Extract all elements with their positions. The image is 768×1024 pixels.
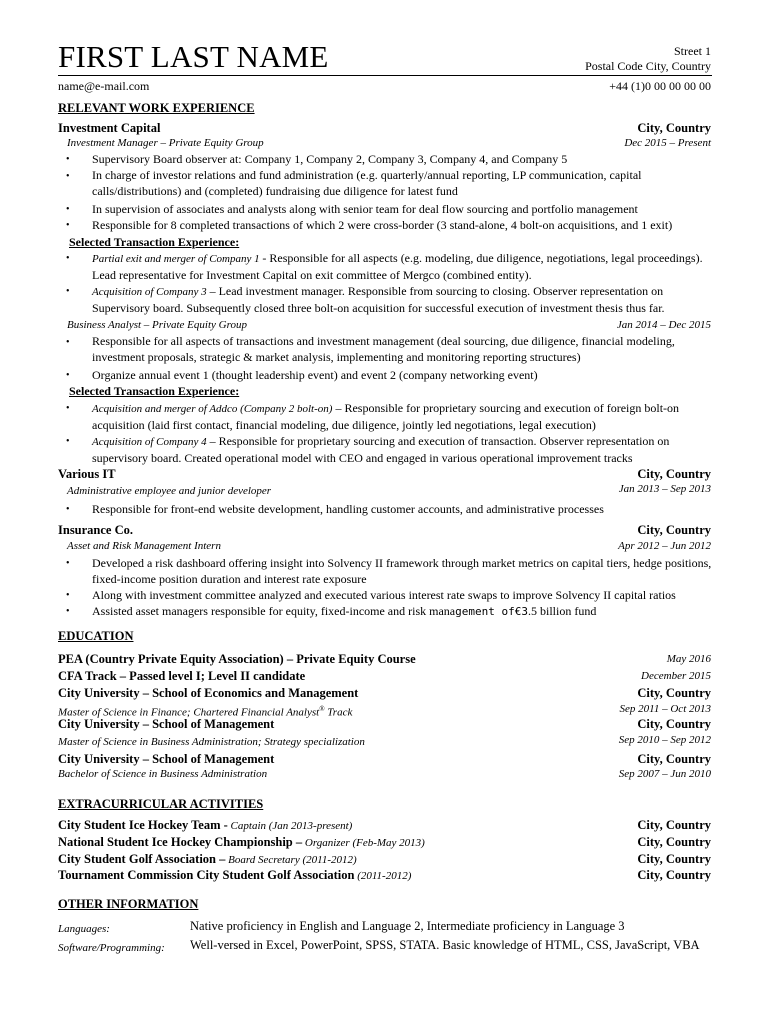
list-item: Responsible for all aspects of transactions and investment management (deal sourcing, due diligence, financial modeling, investment proposals, strategic & market analysis, implementing and monitoring reporting structures) xyxy=(92,334,675,365)
bullet-marker: • xyxy=(66,403,70,414)
deal-description: - Responsible for all aspects (e.g. modeling, due diligence, negotiations, legal proceedings). Lead representative for Investment Capital on exit committee of Mergco (combined entity). xyxy=(92,251,703,283)
degree-dates: Sep 2011 – Oct 2013 xyxy=(619,703,711,715)
school-location: City, Country xyxy=(637,717,711,731)
education-date: May 2016 xyxy=(666,653,711,665)
company-location: City, Country xyxy=(637,467,711,481)
bullet-marker: • xyxy=(66,590,70,601)
activity-location: City, Country xyxy=(637,818,711,832)
activity-item xyxy=(58,818,352,834)
activity-role: Captain (Jan 2013-present) xyxy=(227,820,353,832)
activity-org: Tournament Commission City Student Golf Association xyxy=(58,868,355,882)
bullet-marker: • xyxy=(66,286,70,297)
activity-role: Board Secretary (2011-2012) xyxy=(225,854,357,866)
bullet-marker: • xyxy=(66,606,70,617)
section-heading-extracurricular: EXTRACURRICULAR ACTIVITIES xyxy=(58,797,264,811)
degree-text: Master of Science in Finance; Chartered Financial Analyst xyxy=(58,706,320,719)
activity-location: City, Country xyxy=(637,852,711,866)
bullet-text-mono: gement of€3 xyxy=(455,605,528,618)
subheading-selected-transactions: Selected Transaction Experience: xyxy=(69,235,240,249)
deal-description: – Lead investment manager. Responsible from sourcing to closing. Observer representation on Supervisory board. Subsequently closed three bolt-on acquisition for successful execution of investment thesis thus far. xyxy=(92,284,665,316)
deal-name: Partial exit and merger of Company 1 xyxy=(92,253,263,265)
bullet-marker: • xyxy=(66,171,70,182)
bullet-marker: • xyxy=(66,154,70,165)
list-item xyxy=(92,283,714,317)
list-item xyxy=(92,433,714,467)
company-various-it: Various IT xyxy=(58,467,116,481)
activity-location: City, Country xyxy=(637,835,711,849)
education-item: PEA (Country Private Equity Association) – Private Equity Course xyxy=(58,652,416,666)
list-item: Organize annual event 1 (thought leadership event) and event 2 (company networking event) xyxy=(92,368,538,382)
deal-description: – Responsible for proprietary sourcing and execution of foreign bolt-on acquisition (laid first contact, financial modeling, due diligence, jointly led negotiations, legal execution) xyxy=(92,401,680,433)
company-location: City, Country xyxy=(637,121,711,135)
languages-label: Languages: xyxy=(58,923,110,935)
activity-org: City Student Golf Association – xyxy=(58,852,226,866)
section-heading-other: OTHER INFORMATION xyxy=(58,897,199,911)
section-heading-work: RELEVANT WORK EXPERIENCE xyxy=(58,101,255,115)
list-item: Along with investment committee analyzed and executed various interest rate swaps to improve Solvency II capital ratios xyxy=(92,588,676,602)
list-item: Supervisory Board observer at: Company 1, Company 2, Company 3, Company 4, and Company 5 xyxy=(92,152,568,166)
list-item xyxy=(92,603,714,620)
role-title: Asset and Risk Management Intern xyxy=(67,540,221,552)
bullet-marker: • xyxy=(66,204,70,215)
degree-suffix: Track xyxy=(324,706,353,719)
activity-location: City, Country xyxy=(637,868,711,882)
deal-description: – Responsible for proprietary sourcing and execution of transaction. Observer representation on supervisory board. Created operational model with CEO and engaged in various operational improvement tracks xyxy=(92,434,670,466)
school-name: City University – School of Economics and Management xyxy=(58,686,359,700)
address-street: Street 1 xyxy=(674,44,711,58)
list-item: Responsible for front-end website development, handling customer accounts, and administrative processes xyxy=(92,502,604,516)
bullet-marker: • xyxy=(66,504,70,515)
role-dates: Dec 2015 – Present xyxy=(624,137,711,149)
activity-item xyxy=(58,835,425,851)
list-item: Developed a risk dashboard offering insight into Solvency II framework through market metrics on capital tiers, hedge positions, fixed-income position duration and interest rate exposure xyxy=(92,556,712,587)
subheading-selected-transactions: Selected Transaction Experience: xyxy=(69,384,240,398)
bullet-marker: • xyxy=(66,370,70,381)
bullet-marker: • xyxy=(66,558,70,569)
software-value: Well-versed in Excel, PowerPoint, SPSS, STATA. Basic knowledge of HTML, CSS, JavaScript, VBA xyxy=(190,938,700,952)
role-title: Investment Manager – Private Equity Group xyxy=(67,137,264,149)
registered-mark: ® xyxy=(319,705,325,713)
company-investment-capital: Investment Capital xyxy=(58,121,161,135)
role-dates: Jan 2014 – Dec 2015 xyxy=(616,319,711,331)
list-item xyxy=(92,400,714,434)
deal-name: Acquisition of Company 3 xyxy=(92,286,207,298)
list-item: In charge of investor relations and fund administration (e.g. quarterly/annual reporting, LP communication, capital calls/distributions) and (completed) fundraising due diligence for latest fund xyxy=(92,168,642,199)
candidate-name: FIRST LAST NAME xyxy=(58,39,329,74)
school-location: City, Country xyxy=(637,686,711,700)
company-location: City, Country xyxy=(637,523,711,537)
role-dates: Jan 2013 – Sep 2013 xyxy=(618,483,711,495)
list-item: In supervision of associates and analysts along with senior team for deal flow sourcing and portfolio management xyxy=(92,202,638,216)
section-heading-education: EDUCATION xyxy=(58,629,134,643)
degree-name: Master of Science in Business Administration; Strategy specialization xyxy=(58,736,365,748)
education-item: CFA Track – Passed level I; Level II candidate xyxy=(58,669,306,683)
activity-role: (2011-2012) xyxy=(354,870,412,882)
deal-name: Acquisition of Company 4 xyxy=(92,436,207,448)
school-name: City University – School of Management xyxy=(58,717,275,731)
list-item: Responsible for 8 completed transactions of which 2 were cross-border (3 stand-alone, 4 bolt-on acquisitions, and 1 exit) xyxy=(92,218,673,232)
bullet-marker: • xyxy=(66,337,70,348)
activity-org: City Student Ice Hockey Team - xyxy=(58,818,228,832)
school-name: City University – School of Management xyxy=(58,752,275,766)
company-insurance-co: Insurance Co. xyxy=(58,523,134,537)
degree-dates: Sep 2010 – Sep 2012 xyxy=(618,734,711,746)
header-divider xyxy=(58,75,712,76)
activity-item xyxy=(58,852,357,868)
degree-name: Bachelor of Science in Business Administration xyxy=(58,768,268,780)
school-location: City, Country xyxy=(637,752,711,766)
phone-number: +44 (1)0 00 00 00 00 xyxy=(609,79,711,93)
activity-item xyxy=(58,868,411,884)
activity-role: Organizer (Feb-May 2013) xyxy=(302,837,425,849)
role-dates: Apr 2012 – Jun 2012 xyxy=(618,540,711,552)
software-label: Software/Programming: xyxy=(58,942,165,954)
list-item xyxy=(92,250,714,284)
education-date: December 2015 xyxy=(641,670,711,682)
role-title: Administrative employee and junior developer xyxy=(67,485,272,497)
address-city: Postal Code City, Country xyxy=(585,59,711,73)
bullet-text: .5 billion fund xyxy=(527,604,597,618)
deal-name: Acquisition and merger of Addco (Company 2 bolt-on) xyxy=(92,403,333,415)
bullet-marker: • xyxy=(66,220,70,231)
degree-dates: Sep 2007 – Jun 2010 xyxy=(618,768,711,780)
role-title: Business Analyst – Private Equity Group xyxy=(67,319,247,331)
languages-value: Native proficiency in English and Language 2, Intermediate proficiency in Language 3 xyxy=(190,919,625,933)
email-address: name@e-mail.com xyxy=(58,79,150,93)
bullet-marker: • xyxy=(66,253,70,264)
bullet-marker: • xyxy=(66,436,70,447)
bullet-text: Assisted asset managers responsible for equity, fixed-income and risk mana xyxy=(92,604,456,618)
activity-org: National Student Ice Hockey Championship – xyxy=(58,835,303,849)
